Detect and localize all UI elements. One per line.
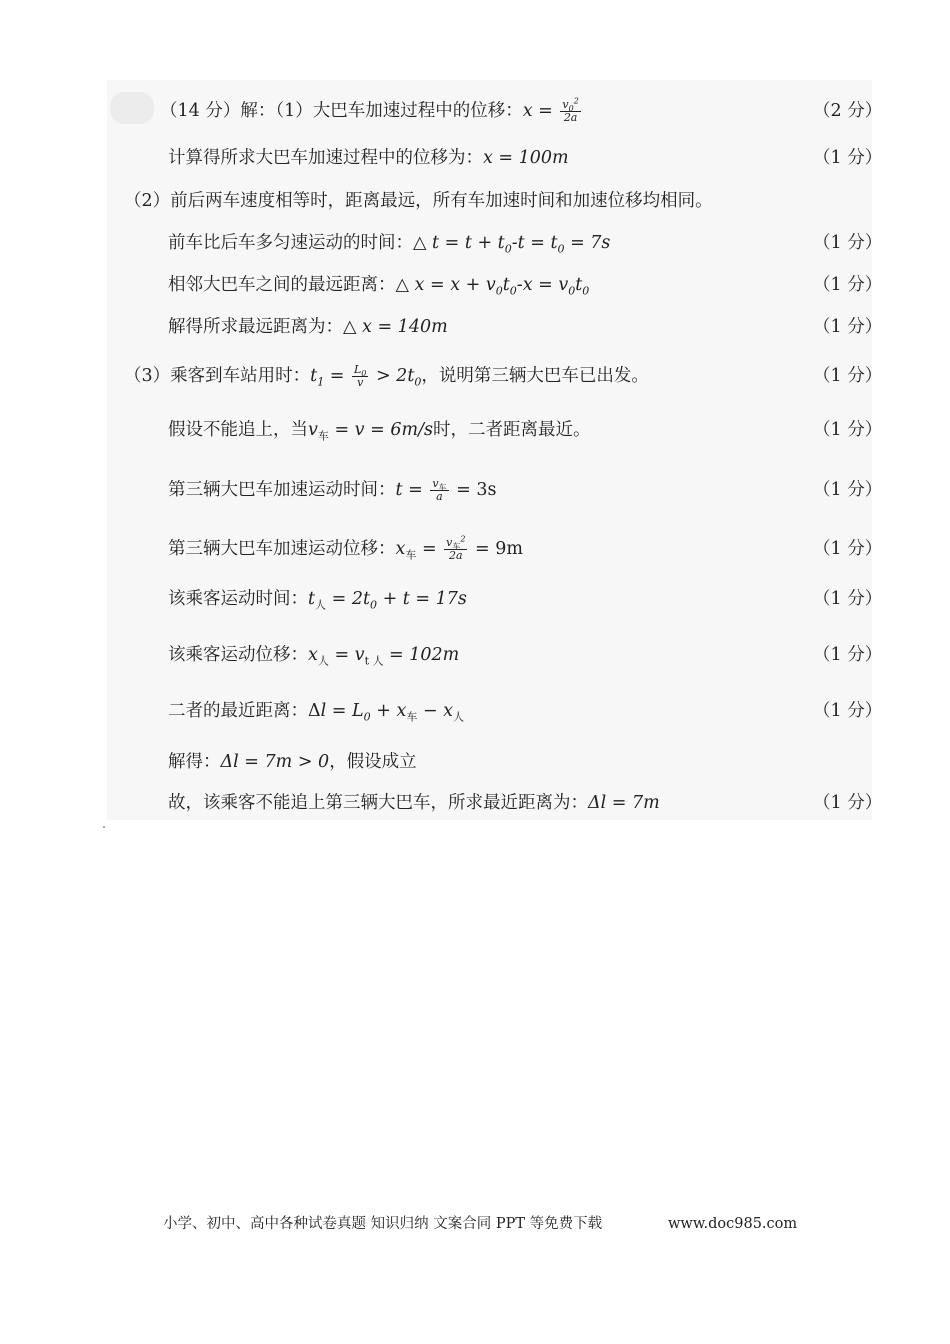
q2-dist-text: 相邻大巴车之间的最远距离： bbox=[168, 275, 396, 295]
q2-intro-line bbox=[0, 181, 950, 221]
q2-dist-score: （1 分） bbox=[813, 275, 883, 295]
q2-result-score: （1 分） bbox=[813, 317, 883, 337]
q3-assume-text: 假设不能追上，当 bbox=[168, 420, 308, 440]
q3-intro-formula: $t_1$ = $\frac{L_0}{v}$ > $2t_0$ bbox=[310, 363, 422, 389]
footer-promo-text: 小学、初中、高中各种试卷真题 知识归纳 文案合同 PPT 等免费下载 bbox=[163, 1216, 603, 1232]
q3-bus-disp-score: （1 分） bbox=[813, 539, 883, 559]
q3-conclusion-text: 故，该乘客不能追上第三辆大巴车，所求最近距离为： bbox=[168, 793, 588, 813]
q3-conclusion-score: （1 分） bbox=[813, 793, 883, 813]
q3-conclusion-formula: Δl = 7m bbox=[588, 793, 660, 813]
q3-min-dist-score: （1 分） bbox=[813, 701, 883, 721]
q2-time-score: （1 分） bbox=[813, 233, 883, 253]
q3-bus-time-text: 第三辆大巴车加速运动时间： bbox=[168, 480, 396, 500]
q1-result-score: （1 分） bbox=[813, 148, 883, 168]
q3-solve-line bbox=[0, 742, 950, 782]
q2-intro: （2）前后两车速度相等时，距离最远，所有车加速时间和加速位移均相同。 bbox=[124, 191, 713, 211]
q3-intro-text: （3）乘客到车站用时： bbox=[124, 366, 311, 386]
q3-bus-time-score: （1 分） bbox=[813, 480, 883, 500]
q2-time-line bbox=[0, 223, 950, 263]
q3-assume-tail: 时，二者距离最近。 bbox=[432, 420, 591, 440]
q3-bus-time-line bbox=[0, 470, 950, 510]
q1-formula: x = $\frac{v_0^2}{2a}$ bbox=[522, 96, 579, 124]
q2-time-text: 前车比后车多匀速运动的时间： bbox=[168, 233, 413, 253]
q2-result-text: 解得所求最远距离为： bbox=[168, 317, 343, 337]
q3-assume-formula: $v_车 = v = 6m/s$ bbox=[308, 420, 433, 443]
page-footer bbox=[0, 1210, 950, 1238]
q3-person-disp-text: 该乘客运动位移： bbox=[168, 645, 308, 665]
footer-url: www.doc985.com bbox=[668, 1216, 798, 1232]
q1-score: （2 分） bbox=[813, 101, 883, 121]
q2-time-formula: △ $t = t + t_0-t = t_0 = 7s$ bbox=[413, 233, 611, 256]
q1-result-text: 计算得所求大巴车加速过程中的位移为： bbox=[168, 148, 483, 168]
q3-min-dist-formula: $\Delta l = L_0 + x_车 - x_人$ bbox=[308, 701, 464, 724]
q3-bus-disp-text: 第三辆大巴车加速运动位移： bbox=[168, 539, 396, 559]
q3-person-disp-line bbox=[0, 635, 950, 675]
q2-result-formula: △ x = 140m bbox=[343, 317, 448, 337]
q3-solve-formula: Δl = 7m > 0 bbox=[220, 752, 330, 772]
q3-person-time-score: （1 分） bbox=[813, 589, 883, 609]
q3-assume-score: （1 分） bbox=[813, 420, 883, 440]
q2-dist-formula: △ $x = x + v_0t_0-x = v_0t_0$ bbox=[395, 275, 590, 298]
q3-solve-text: 解得： bbox=[168, 752, 221, 772]
q3-min-dist-line bbox=[0, 691, 950, 731]
q3-intro-tail: ，说明第三辆大巴车已出发。 bbox=[421, 366, 649, 386]
q2-result-line bbox=[0, 307, 950, 347]
q1-line bbox=[0, 91, 950, 131]
q1-result-formula: x = 100m bbox=[483, 148, 569, 168]
q3-intro-score: （1 分） bbox=[813, 366, 883, 386]
q3-person-time-line bbox=[0, 579, 950, 619]
q1-intro: （14 分）解：（1）大巴车加速过程中的位移： bbox=[160, 101, 523, 121]
q3-solve-tail: ，假设成立 bbox=[329, 752, 417, 772]
q3-conclusion-line bbox=[0, 783, 950, 823]
q3-person-time-formula: $t_人 = 2t_0 + t = 17s$ bbox=[308, 589, 467, 612]
q3-intro-line bbox=[0, 356, 950, 396]
q3-person-disp-formula: $x_人 = v_{t 人} = 102m$ bbox=[308, 645, 460, 668]
q3-bus-time-formula: t = $\frac{v_车}{a}$ = 3s bbox=[395, 477, 497, 503]
q3-min-dist-text: 二者的最近距离： bbox=[168, 701, 308, 721]
q3-person-time-text: 该乘客运动时间： bbox=[168, 589, 308, 609]
q3-bus-disp-line bbox=[0, 529, 950, 569]
scan-speck bbox=[103, 826, 105, 828]
q1-result-line bbox=[0, 138, 950, 178]
q2-dist-line bbox=[0, 265, 950, 305]
q3-bus-disp-formula: $x_车$ = $\frac{v_车^2}{2a}$ = 9m bbox=[395, 534, 524, 562]
q3-assume-line bbox=[0, 410, 950, 450]
q3-person-disp-score: （1 分） bbox=[813, 645, 883, 665]
